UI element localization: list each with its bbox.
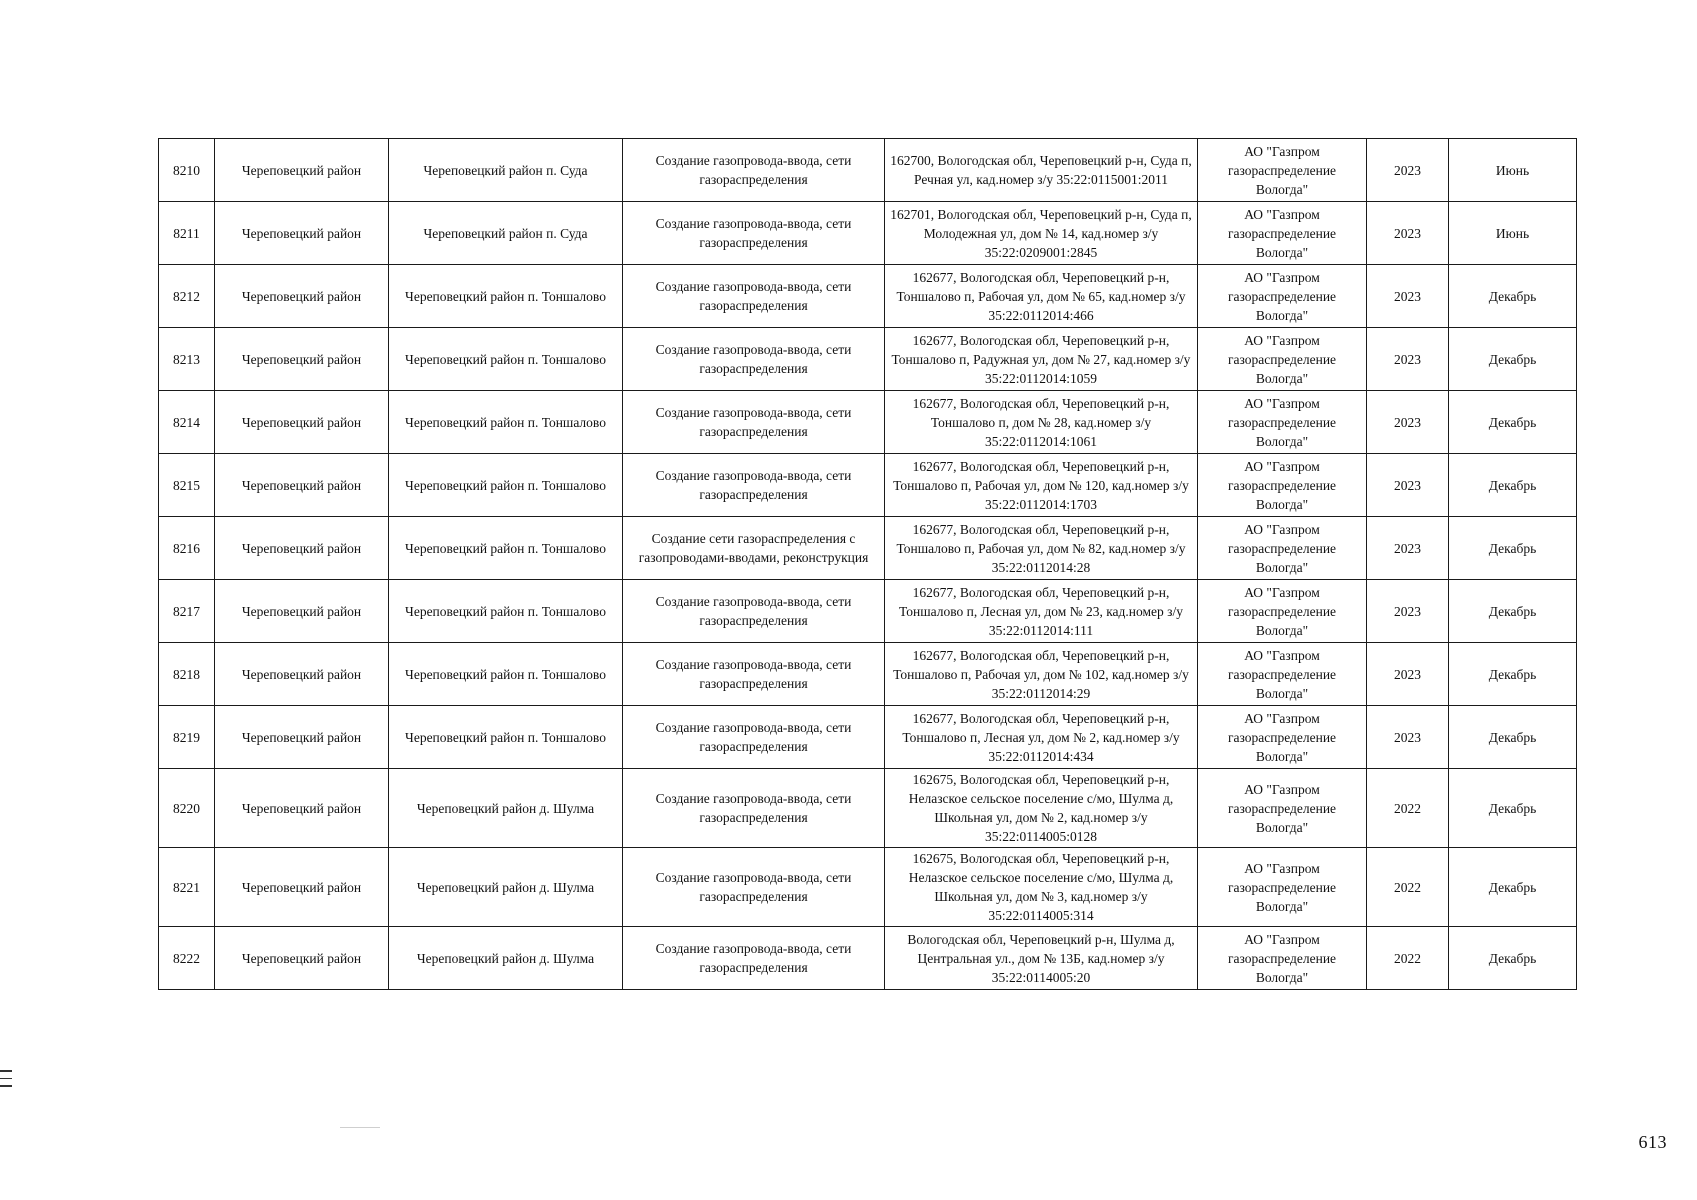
work-type-cell: Создание газопровода-ввода, сети газораспределения bbox=[623, 202, 885, 265]
organization-cell: АО "Газпром газораспределение Вологда" bbox=[1198, 643, 1367, 706]
month-cell: Декабрь bbox=[1449, 927, 1577, 990]
table-row bbox=[159, 580, 1577, 643]
row-number-cell: 8221 bbox=[159, 848, 215, 927]
work-type-cell: Создание газопровода-ввода, сети газораспределения bbox=[623, 927, 885, 990]
month-cell: Июнь bbox=[1449, 139, 1577, 202]
table-row bbox=[159, 927, 1577, 990]
work-type-cell: Создание газопровода-ввода, сети газораспределения bbox=[623, 769, 885, 848]
year-cell: 2023 bbox=[1367, 328, 1449, 391]
year-cell: 2022 bbox=[1367, 927, 1449, 990]
organization-cell: АО "Газпром газораспределение Вологда" bbox=[1198, 391, 1367, 454]
table-row bbox=[159, 769, 1577, 848]
month-cell: Декабрь bbox=[1449, 328, 1577, 391]
locality-cell: Череповецкий район п. Тоншалово bbox=[389, 580, 623, 643]
table-row bbox=[159, 517, 1577, 580]
district-cell: Череповецкий район bbox=[215, 706, 389, 769]
month-cell: Июнь bbox=[1449, 202, 1577, 265]
locality-cell: Череповецкий район п. Тоншалово bbox=[389, 454, 623, 517]
row-number-cell: 8215 bbox=[159, 454, 215, 517]
month-cell: Декабрь bbox=[1449, 769, 1577, 848]
row-number-cell: 8211 bbox=[159, 202, 215, 265]
work-type-cell: Создание газопровода-ввода, сети газораспределения bbox=[623, 454, 885, 517]
address-cell: 162700, Вологодская обл, Череповецкий р-н, Суда п, Речная ул, кад.номер з/у 35:22:0115001:2011 bbox=[885, 139, 1198, 202]
district-cell: Череповецкий район bbox=[215, 580, 389, 643]
work-type-cell: Создание газопровода-ввода, сети газораспределения bbox=[623, 706, 885, 769]
year-cell: 2023 bbox=[1367, 139, 1449, 202]
district-cell: Череповецкий район bbox=[215, 139, 389, 202]
page-number: 613 bbox=[1638, 1132, 1667, 1152]
table-row bbox=[159, 454, 1577, 517]
address-cell: 162675, Вологодская обл, Череповецкий р-н, Нелазское сельское поселение с/мо, Шулма д, Школьная ул, дом № 3, кад.номер з/у 35:22:0114005:314 bbox=[885, 848, 1198, 927]
district-cell: Череповецкий район bbox=[215, 643, 389, 706]
locality-cell: Череповецкий район п. Тоншалово bbox=[389, 328, 623, 391]
locality-cell: Череповецкий район п. Тоншалово bbox=[389, 706, 623, 769]
row-number-cell: 8216 bbox=[159, 517, 215, 580]
address-cell: 162677, Вологодская обл, Череповецкий р-н, Тоншалово п, Лесная ул, дом № 2, кад.номер з/у 35:22:0112014:434 bbox=[885, 706, 1198, 769]
year-cell: 2023 bbox=[1367, 517, 1449, 580]
work-type-cell: Создание газопровода-ввода, сети газораспределения bbox=[623, 265, 885, 328]
work-type-cell: Создание сети газораспределения с газопроводами-вводами, реконструкция bbox=[623, 517, 885, 580]
organization-cell: АО "Газпром газораспределение Вологда" bbox=[1198, 517, 1367, 580]
organization-cell: АО "Газпром газораспределение Вологда" bbox=[1198, 265, 1367, 328]
district-cell: Череповецкий район bbox=[215, 927, 389, 990]
year-cell: 2023 bbox=[1367, 643, 1449, 706]
locality-cell: Череповецкий район п. Тоншалово bbox=[389, 643, 623, 706]
row-number-cell: 8217 bbox=[159, 580, 215, 643]
locality-cell: Череповецкий район п. Тоншалово bbox=[389, 265, 623, 328]
table-row bbox=[159, 706, 1577, 769]
address-cell: 162677, Вологодская обл, Череповецкий р-н, Тоншалово п, Рабочая ул, дом № 102, кад.номер з/у 35:22:0112014:29 bbox=[885, 643, 1198, 706]
address-cell: 162701, Вологодская обл, Череповецкий р-н, Суда п, Молодежная ул, дом № 14, кад.номер з/у 35:22:0209001:2845 bbox=[885, 202, 1198, 265]
address-cell: 162677, Вологодская обл, Череповецкий р-н, Тоншалово п, Лесная ул, дом № 23, кад.номер з/у 35:22:0112014:111 bbox=[885, 580, 1198, 643]
locality-cell: Череповецкий район п. Тоншалово bbox=[389, 517, 623, 580]
table-row bbox=[159, 848, 1577, 927]
organization-cell: АО "Газпром газораспределение Вологда" bbox=[1198, 848, 1367, 927]
district-cell: Череповецкий район bbox=[215, 454, 389, 517]
row-number-cell: 8213 bbox=[159, 328, 215, 391]
address-cell: 162677, Вологодская обл, Череповецкий р-н, Тоншалово п, Рабочая ул, дом № 120, кад.номер з/у 35:22:0112014:1703 bbox=[885, 454, 1198, 517]
locality-cell: Череповецкий район д. Шулма bbox=[389, 927, 623, 990]
year-cell: 2023 bbox=[1367, 454, 1449, 517]
month-cell: Декабрь bbox=[1449, 643, 1577, 706]
locality-cell: Череповецкий район д. Шулма bbox=[389, 848, 623, 927]
address-cell: 162677, Вологодская обл, Череповецкий р-н, Тоншалово п, дом № 28, кад.номер з/у 35:22:0112014:1061 bbox=[885, 391, 1198, 454]
year-cell: 2023 bbox=[1367, 265, 1449, 328]
table-body bbox=[159, 139, 1577, 990]
organization-cell: АО "Газпром газораспределение Вологда" bbox=[1198, 328, 1367, 391]
district-cell: Череповецкий район bbox=[215, 202, 389, 265]
organization-cell: АО "Газпром газораспределение Вологда" bbox=[1198, 580, 1367, 643]
row-number-cell: 8212 bbox=[159, 265, 215, 328]
organization-cell: АО "Газпром газораспределение Вологда" bbox=[1198, 139, 1367, 202]
scan-artifact bbox=[340, 1127, 380, 1128]
organization-cell: АО "Газпром газораспределение Вологда" bbox=[1198, 454, 1367, 517]
row-number-cell: 8218 bbox=[159, 643, 215, 706]
address-cell: 162675, Вологодская обл, Череповецкий р-н, Нелазское сельское поселение с/мо, Шулма д, Школьная ул, дом № 2, кад.номер з/у 35:22:0114005:0128 bbox=[885, 769, 1198, 848]
month-cell: Декабрь bbox=[1449, 517, 1577, 580]
row-number-cell: 8220 bbox=[159, 769, 215, 848]
table-row bbox=[159, 265, 1577, 328]
year-cell: 2023 bbox=[1367, 391, 1449, 454]
locality-cell: Череповецкий район д. Шулма bbox=[389, 769, 623, 848]
district-cell: Череповецкий район bbox=[215, 328, 389, 391]
organization-cell: АО "Газпром газораспределение Вологда" bbox=[1198, 202, 1367, 265]
organization-cell: АО "Газпром газораспределение Вологда" bbox=[1198, 927, 1367, 990]
table-row bbox=[159, 391, 1577, 454]
month-cell: Декабрь bbox=[1449, 265, 1577, 328]
gasification-schedule-table bbox=[158, 138, 1577, 990]
work-type-cell: Создание газопровода-ввода, сети газораспределения bbox=[623, 848, 885, 927]
address-cell: 162677, Вологодская обл, Череповецкий р-н, Тоншалово п, Рабочая ул, дом № 82, кад.номер з/у 35:22:0112014:28 bbox=[885, 517, 1198, 580]
year-cell: 2022 bbox=[1367, 769, 1449, 848]
locality-cell: Череповецкий район п. Суда bbox=[389, 139, 623, 202]
work-type-cell: Создание газопровода-ввода, сети газораспределения bbox=[623, 643, 885, 706]
month-cell: Декабрь bbox=[1449, 848, 1577, 927]
row-number-cell: 8219 bbox=[159, 706, 215, 769]
locality-cell: Череповецкий район п. Тоншалово bbox=[389, 391, 623, 454]
year-cell: 2022 bbox=[1367, 848, 1449, 927]
district-cell: Череповецкий район bbox=[215, 517, 389, 580]
month-cell: Декабрь bbox=[1449, 580, 1577, 643]
month-cell: Декабрь bbox=[1449, 454, 1577, 517]
month-cell: Декабрь bbox=[1449, 391, 1577, 454]
address-cell: 162677, Вологодская обл, Череповецкий р-н, Тоншалово п, Рабочая ул, дом № 65, кад.номер з/у 35:22:0112014:466 bbox=[885, 265, 1198, 328]
table-row bbox=[159, 328, 1577, 391]
locality-cell: Череповецкий район п. Суда bbox=[389, 202, 623, 265]
row-number-cell: 8222 bbox=[159, 927, 215, 990]
table-row bbox=[159, 139, 1577, 202]
organization-cell: АО "Газпром газораспределение Вологда" bbox=[1198, 706, 1367, 769]
margin-mark bbox=[0, 1070, 12, 1102]
work-type-cell: Создание газопровода-ввода, сети газораспределения bbox=[623, 328, 885, 391]
address-cell: 162677, Вологодская обл, Череповецкий р-н, Тоншалово п, Радужная ул, дом № 27, кад.номер з/у 35:22:0112014:1059 bbox=[885, 328, 1198, 391]
table-row bbox=[159, 202, 1577, 265]
organization-cell: АО "Газпром газораспределение Вологда" bbox=[1198, 769, 1367, 848]
table-row bbox=[159, 643, 1577, 706]
row-number-cell: 8210 bbox=[159, 139, 215, 202]
work-type-cell: Создание газопровода-ввода, сети газораспределения bbox=[623, 580, 885, 643]
district-cell: Череповецкий район bbox=[215, 391, 389, 454]
year-cell: 2023 bbox=[1367, 202, 1449, 265]
year-cell: 2023 bbox=[1367, 580, 1449, 643]
district-cell: Череповецкий район bbox=[215, 848, 389, 927]
district-cell: Череповецкий район bbox=[215, 769, 389, 848]
district-cell: Череповецкий район bbox=[215, 265, 389, 328]
year-cell: 2023 bbox=[1367, 706, 1449, 769]
row-number-cell: 8214 bbox=[159, 391, 215, 454]
address-cell: Вологодская обл, Череповецкий р-н, Шулма д, Центральная ул., дом № 13Б, кад.номер з/у 35:22:0114005:20 bbox=[885, 927, 1198, 990]
month-cell: Декабрь bbox=[1449, 706, 1577, 769]
work-type-cell: Создание газопровода-ввода, сети газораспределения bbox=[623, 391, 885, 454]
work-type-cell: Создание газопровода-ввода, сети газораспределения bbox=[623, 139, 885, 202]
